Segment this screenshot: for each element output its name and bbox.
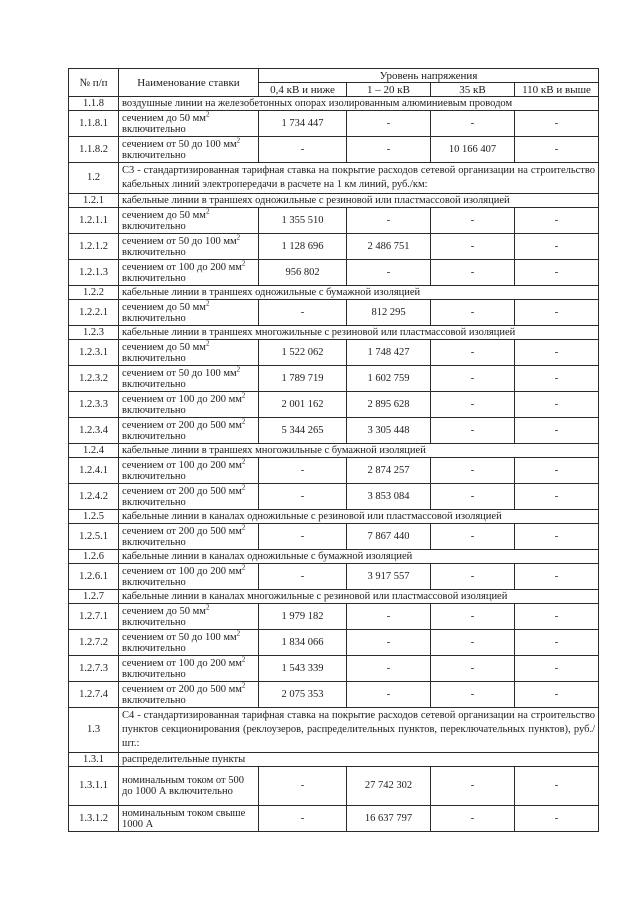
table-row xyxy=(69,111,599,137)
row-number: 1.2.3.1 xyxy=(69,340,119,366)
unit-superscript: 2 xyxy=(205,207,210,215)
subsection-title: кабельные линии в траншеях многожильные с бумажной изоляцией xyxy=(119,444,599,458)
rate-value: - xyxy=(515,300,599,326)
row-number: 1.2.7.4 xyxy=(69,682,119,708)
rate-value: - xyxy=(259,806,347,832)
table-row xyxy=(69,708,599,753)
rate-name-text: включительно xyxy=(122,642,186,654)
header-voltage-level: Уровень напряжения xyxy=(259,69,599,83)
row-number: 1.2.3 xyxy=(69,326,119,340)
header-name: Наименование ставки xyxy=(119,69,259,97)
row-number: 1.2.3.2 xyxy=(69,366,119,392)
rate-name-text: включительно xyxy=(122,352,186,364)
unit-superscript: 2 xyxy=(241,391,246,399)
table-row xyxy=(69,208,599,234)
rate-value: 956 802 xyxy=(259,260,347,286)
rate-value: 1 748 427 xyxy=(347,340,431,366)
table-row xyxy=(69,484,599,510)
rate-name xyxy=(119,564,259,590)
subsection-title: кабельные линии в каналах одножильные с бумажной изоляцией xyxy=(119,550,599,564)
row-number: 1.2.1.1 xyxy=(69,208,119,234)
rate-value: - xyxy=(431,564,515,590)
table-row xyxy=(69,458,599,484)
rate-value: - xyxy=(259,137,347,163)
rate-name-text: сечением от 200 до 500 мм xyxy=(122,419,242,431)
row-number: 1.3.1.1 xyxy=(69,767,119,806)
row-number: 1.2.2.1 xyxy=(69,300,119,326)
row-number: 1.2.1.3 xyxy=(69,260,119,286)
rate-name xyxy=(119,418,259,444)
rate-value: - xyxy=(347,630,431,656)
subsection-title: кабельные линии в траншеях одножильные с бумажной изоляцией xyxy=(119,286,599,300)
rate-name-text: сечением от 100 до 200 мм xyxy=(122,657,242,669)
header-num: № п/п xyxy=(69,69,119,97)
unit-superscript: 2 xyxy=(205,110,210,118)
rate-value: 1 522 062 xyxy=(259,340,347,366)
rate-value: - xyxy=(515,458,599,484)
rate-value: 2 001 162 xyxy=(259,392,347,418)
row-number: 1.2.5.1 xyxy=(69,524,119,550)
rate-name xyxy=(119,137,259,163)
rate-value: - xyxy=(515,564,599,590)
rate-name xyxy=(119,604,259,630)
header-col-35kv: 35 кВ xyxy=(431,83,515,97)
subsection-title: кабельные линии в траншеях одножильные с резиновой или пластмассовой изоляцией xyxy=(119,194,599,208)
rate-value: - xyxy=(259,484,347,510)
rate-value: - xyxy=(259,300,347,326)
table-row xyxy=(69,630,599,656)
rate-value: - xyxy=(431,806,515,832)
header-col-1-20kv: 1 – 20 кВ xyxy=(347,83,431,97)
rate-value: 7 867 440 xyxy=(347,524,431,550)
unit-superscript: 2 xyxy=(205,339,210,347)
table-row xyxy=(69,286,599,300)
rate-value: - xyxy=(347,682,431,708)
rate-name xyxy=(119,682,259,708)
rate-value: - xyxy=(259,564,347,590)
row-number: 1.2.6.1 xyxy=(69,564,119,590)
rate-name-text: включительно xyxy=(122,496,186,508)
subsection-title: воздушные линии на железобетонных опорах изолированным алюминиевым проводом xyxy=(119,97,599,111)
unit-superscript: 2 xyxy=(241,655,246,663)
rate-value: 27 742 302 xyxy=(347,767,431,806)
rate-value: - xyxy=(431,767,515,806)
rate-value: 1 834 066 xyxy=(259,630,347,656)
table-row xyxy=(69,806,599,832)
rate-name-text: включительно xyxy=(122,576,186,588)
table-row xyxy=(69,260,599,286)
rate-name-text: сечением от 50 до 100 мм xyxy=(122,631,237,643)
unit-superscript: 2 xyxy=(236,233,241,241)
rate-value: - xyxy=(515,484,599,510)
rate-name-text: сечением от 50 до 100 мм xyxy=(122,235,237,247)
rate-name-text: включительно xyxy=(122,272,186,284)
rate-name xyxy=(119,300,259,326)
rate-name-text: сечением от 200 до 500 мм xyxy=(122,683,242,695)
rate-value: - xyxy=(431,484,515,510)
unit-superscript: 2 xyxy=(241,523,246,531)
rate-name-text: включительно xyxy=(122,123,186,135)
rate-value: - xyxy=(515,524,599,550)
rate-name xyxy=(119,208,259,234)
unit-superscript: 2 xyxy=(241,681,246,689)
rate-value: 10 166 407 xyxy=(431,137,515,163)
row-number: 1.2.1 xyxy=(69,194,119,208)
rate-name-text: сечением до 50 мм xyxy=(122,341,206,353)
rate-value: 16 637 797 xyxy=(347,806,431,832)
rate-value: - xyxy=(431,234,515,260)
rate-value: - xyxy=(431,682,515,708)
rate-value: - xyxy=(515,208,599,234)
header-col-110kv: 110 кВ и выше xyxy=(515,83,599,97)
rate-value: 1 355 510 xyxy=(259,208,347,234)
rate-value: - xyxy=(347,111,431,137)
rate-value: 3 917 557 xyxy=(347,564,431,590)
rate-value: - xyxy=(431,340,515,366)
table-row xyxy=(69,366,599,392)
rate-name-text: включительно xyxy=(122,149,186,161)
row-number: 1.2.2 xyxy=(69,286,119,300)
rate-value: - xyxy=(431,300,515,326)
rate-name-text: сечением от 50 до 100 мм xyxy=(122,138,237,150)
table-row xyxy=(69,524,599,550)
unit-superscript: 2 xyxy=(205,299,210,307)
table-row xyxy=(69,194,599,208)
rate-name xyxy=(119,484,259,510)
table-row xyxy=(69,300,599,326)
rate-name xyxy=(119,630,259,656)
table-row xyxy=(69,163,599,194)
rate-name xyxy=(119,524,259,550)
table-row xyxy=(69,418,599,444)
rate-name-text: включительно xyxy=(122,430,186,442)
unit-superscript: 2 xyxy=(205,603,210,611)
table-row xyxy=(69,234,599,260)
rate-value: 1 734 447 xyxy=(259,111,347,137)
subsection-title: кабельные линии в каналах одножильные с резиновой или пластмассовой изоляцией xyxy=(119,510,599,524)
rate-value: - xyxy=(515,260,599,286)
rate-value: - xyxy=(431,630,515,656)
rate-value: - xyxy=(515,137,599,163)
row-number: 1.3.1.2 xyxy=(69,806,119,832)
row-number: 1.2.4.1 xyxy=(69,458,119,484)
row-number: 1.2.7.3 xyxy=(69,656,119,682)
subsection-title: кабельные линии в траншеях многожильные с резиновой или пластмассовой изоляцией xyxy=(119,326,599,340)
table-row xyxy=(69,340,599,366)
rate-value: - xyxy=(347,137,431,163)
row-number: 1.2.7 xyxy=(69,590,119,604)
row-number: 1.2.4 xyxy=(69,444,119,458)
rate-value: - xyxy=(515,340,599,366)
subsection-title: распределительные пункты xyxy=(119,753,599,767)
table-row xyxy=(69,564,599,590)
row-number: 1.1.8.1 xyxy=(69,111,119,137)
row-number: 1.2.3.3 xyxy=(69,392,119,418)
rate-name-text: сечением от 100 до 200 мм xyxy=(122,459,242,471)
rate-value: - xyxy=(515,630,599,656)
rate-value: - xyxy=(431,458,515,484)
row-number: 1.2.4.2 xyxy=(69,484,119,510)
rate-value: - xyxy=(515,366,599,392)
rate-value: 2 486 751 xyxy=(347,234,431,260)
table-row xyxy=(69,326,599,340)
rate-name-text: сечением от 100 до 200 мм xyxy=(122,565,242,577)
table-row xyxy=(69,767,599,806)
row-number: 1.3.1 xyxy=(69,753,119,767)
tariff-table xyxy=(68,68,599,832)
rate-name xyxy=(119,767,259,806)
row-number: 1.3 xyxy=(69,708,119,753)
rate-name-text: включительно xyxy=(122,312,186,324)
rate-name-text: включительно xyxy=(122,616,186,628)
table-row xyxy=(69,604,599,630)
rate-value: - xyxy=(431,366,515,392)
rate-name-text: номинальным током от 500 до 1000 А включительно xyxy=(122,775,244,797)
header-col-0-4kv: 0,4 кВ и ниже xyxy=(259,83,347,97)
rate-value: - xyxy=(347,604,431,630)
rate-value: - xyxy=(431,604,515,630)
rate-name xyxy=(119,234,259,260)
table-header xyxy=(69,69,599,97)
rate-name-text: включительно xyxy=(122,536,186,548)
rate-value: 5 344 265 xyxy=(259,418,347,444)
row-number: 1.2 xyxy=(69,163,119,194)
rate-value: 2 895 628 xyxy=(347,392,431,418)
rate-name xyxy=(119,340,259,366)
section-heading: С4 - стандартизированная тарифная ставка на покрытие расходов сетевой организации на строительство пунктов секционирования (реклоузеров, распределительных пунктов, переключательных пунктов), руб./шт.: xyxy=(119,708,599,753)
rate-name xyxy=(119,111,259,137)
table-row xyxy=(69,682,599,708)
rate-name-text: включительно xyxy=(122,246,186,258)
unit-superscript: 2 xyxy=(236,629,241,637)
rate-value: - xyxy=(515,806,599,832)
unit-superscript: 2 xyxy=(241,259,246,267)
rate-value: 3 305 448 xyxy=(347,418,431,444)
rate-name xyxy=(119,806,259,832)
rate-name-text: включительно xyxy=(122,694,186,706)
section-heading: С3 - стандартизированная тарифная ставка на покрытие расходов сетевой организации на строительство кабельных линий электропередачи в расчете на 1 км линий, руб./км: xyxy=(119,163,599,194)
rate-name xyxy=(119,392,259,418)
rate-value: - xyxy=(515,234,599,260)
rate-value: 1 543 339 xyxy=(259,656,347,682)
rate-name-text: сечением от 50 до 100 мм xyxy=(122,367,237,379)
rate-name xyxy=(119,656,259,682)
unit-superscript: 2 xyxy=(236,365,241,373)
row-number: 1.1.8.2 xyxy=(69,137,119,163)
table-row xyxy=(69,510,599,524)
rate-name-text: сечением до 50 мм xyxy=(122,605,206,617)
table-row xyxy=(69,444,599,458)
rate-name xyxy=(119,458,259,484)
rate-value: 1 602 759 xyxy=(347,366,431,392)
unit-superscript: 2 xyxy=(241,417,246,425)
rate-name-text: включительно xyxy=(122,378,186,390)
rate-name xyxy=(119,366,259,392)
table-body xyxy=(69,97,599,832)
table-row xyxy=(69,550,599,564)
rate-name-text: сечением от 200 до 500 мм xyxy=(122,525,242,537)
rate-value: - xyxy=(515,767,599,806)
rate-value: - xyxy=(259,524,347,550)
rate-value: - xyxy=(515,392,599,418)
row-number: 1.2.7.2 xyxy=(69,630,119,656)
rate-value: - xyxy=(347,208,431,234)
unit-superscript: 2 xyxy=(241,483,246,491)
rate-name-text: сечением от 100 до 200 мм xyxy=(122,393,242,405)
rate-value: 2 075 353 xyxy=(259,682,347,708)
rate-name-text: сечением от 200 до 500 мм xyxy=(122,485,242,497)
rate-name-text: сечением до 50 мм xyxy=(122,209,206,221)
rate-name-text: включительно xyxy=(122,220,186,232)
table-row xyxy=(69,392,599,418)
rate-name-text: сечением до 50 мм xyxy=(122,301,206,313)
table-row xyxy=(69,590,599,604)
row-number: 1.2.3.4 xyxy=(69,418,119,444)
unit-superscript: 2 xyxy=(241,563,246,571)
rate-value: - xyxy=(431,260,515,286)
rate-value: - xyxy=(431,208,515,234)
rate-value: 3 853 084 xyxy=(347,484,431,510)
row-number: 1.2.5 xyxy=(69,510,119,524)
table-row xyxy=(69,97,599,111)
rate-value: - xyxy=(431,524,515,550)
rate-value: - xyxy=(347,260,431,286)
unit-superscript: 2 xyxy=(241,457,246,465)
row-number: 1.1.8 xyxy=(69,97,119,111)
rate-value: 1 128 696 xyxy=(259,234,347,260)
rate-value: - xyxy=(515,682,599,708)
rate-value: - xyxy=(347,656,431,682)
table-row xyxy=(69,753,599,767)
rate-value: 1 979 182 xyxy=(259,604,347,630)
rate-value: - xyxy=(431,392,515,418)
table-row xyxy=(69,656,599,682)
row-number: 1.2.1.2 xyxy=(69,234,119,260)
rate-value: - xyxy=(515,656,599,682)
unit-superscript: 2 xyxy=(236,136,241,144)
rate-value: - xyxy=(431,111,515,137)
rate-value: - xyxy=(515,604,599,630)
row-number: 1.2.7.1 xyxy=(69,604,119,630)
rate-value: - xyxy=(431,418,515,444)
rate-name-text: включительно xyxy=(122,404,186,416)
rate-name-text: сечением до 50 мм xyxy=(122,112,206,124)
table-row xyxy=(69,137,599,163)
rate-value: - xyxy=(259,767,347,806)
rate-value: 2 874 257 xyxy=(347,458,431,484)
rate-value: 812 295 xyxy=(347,300,431,326)
rate-name-text: включительно xyxy=(122,668,186,680)
rate-value: - xyxy=(259,458,347,484)
rate-name-text: номинальным током свыше 1000 А xyxy=(122,807,246,830)
rate-value: - xyxy=(431,656,515,682)
rate-name xyxy=(119,260,259,286)
rate-value: - xyxy=(515,418,599,444)
rate-name-text: включительно xyxy=(122,470,186,482)
row-number: 1.2.6 xyxy=(69,550,119,564)
rate-name-text: сечением от 100 до 200 мм xyxy=(122,261,242,273)
rate-value: 1 789 719 xyxy=(259,366,347,392)
subsection-title: кабельные линии в каналах многожильные с резиновой или пластмассовой изоляцией xyxy=(119,590,599,604)
rate-value: - xyxy=(515,111,599,137)
